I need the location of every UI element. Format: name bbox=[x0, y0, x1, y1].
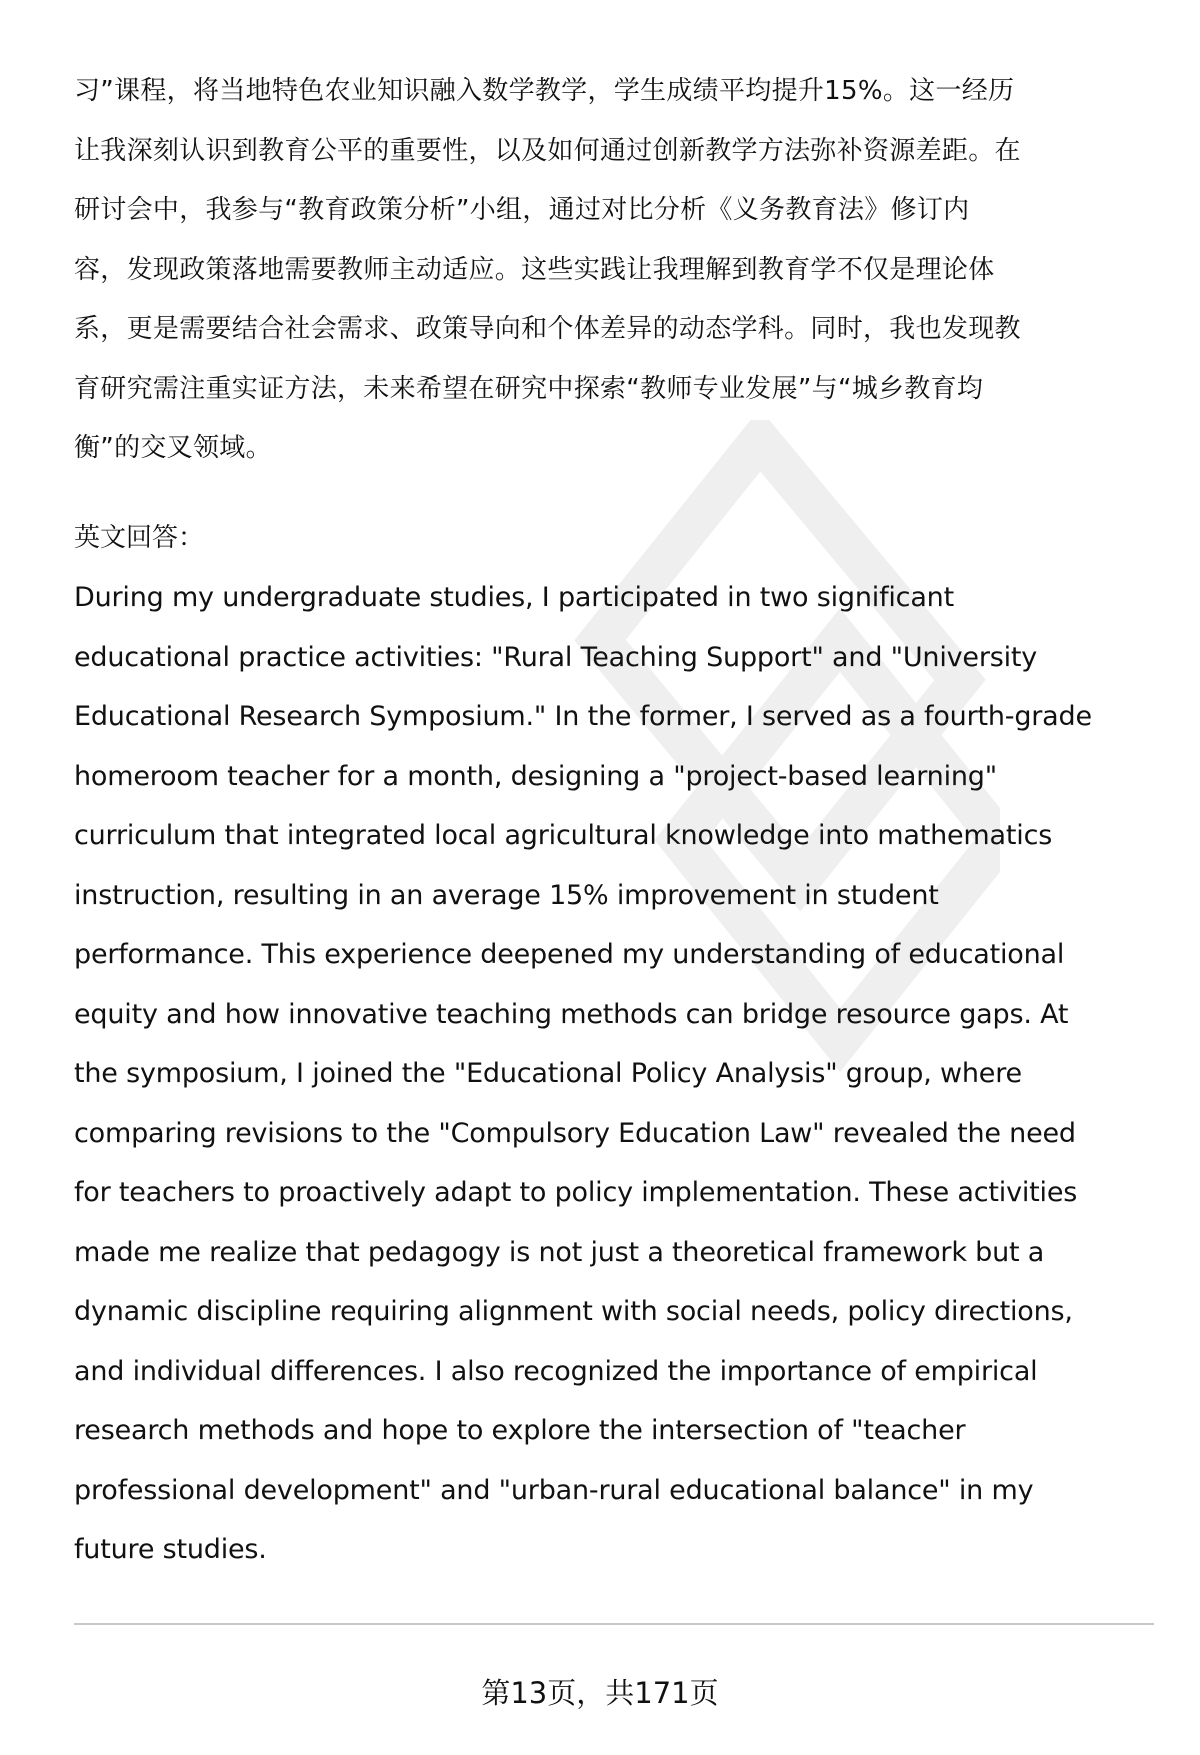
text-line: dynamic discipline requiring alignment with social needs, policy directions, bbox=[74, 1296, 1073, 1327]
text-line: homeroom teacher for a month, designing a "project-based learning" bbox=[74, 760, 997, 792]
footer-divider bbox=[74, 1623, 1154, 1625]
text-line: professional development" and "urban-rural educational balance" in my bbox=[74, 1474, 1034, 1506]
text-line: 研讨会中，我参与“教育政策分析”小组，通过对比分析《义务教育法》修订内 bbox=[74, 195, 970, 225]
text-line: 育研究需注重实证方法，未来希望在研究中探索“教师专业发展”与“城乡教育均 bbox=[74, 373, 984, 404]
text-line: performance. This experience deepened my understanding of educational bbox=[74, 939, 1065, 970]
text-line: 容，发现政策落地需要教师主动适应。这些实践让我理解到教育学不仅是理论体 bbox=[74, 254, 995, 285]
text-line: the symposium, I joined the "Educational Policy Analysis" group, where bbox=[74, 1058, 1022, 1089]
text-line: instruction, resulting in an average 15% improvement in student bbox=[74, 879, 939, 911]
text-line: and individual differences. I also recognized the importance of empirical bbox=[74, 1355, 1038, 1387]
text-line: for teachers to proactively adapt to policy implementation. These activities bbox=[74, 1177, 1078, 1208]
text-line: educational practice activities: "Rural Teaching Support" and "University bbox=[74, 641, 1038, 673]
text-line: research methods and hope to explore the intersection of "teacher bbox=[74, 1415, 966, 1446]
text-line: curriculum that integrated local agricultural knowledge into mathematics bbox=[74, 820, 1053, 851]
document-body bbox=[74, 62, 1154, 1580]
chinese-answer-continued bbox=[74, 62, 1154, 479]
text-line: comparing revisions to the "Compulsory Education Law" revealed the need bbox=[74, 1117, 1076, 1149]
text-line: equity and how innovative teaching methods can bridge resource gaps. At bbox=[74, 998, 1069, 1030]
page-indicator: 第13页，共171页 bbox=[481, 1676, 719, 1710]
text-line: During my undergraduate studies, I participated in two significant bbox=[74, 582, 954, 613]
english-answer bbox=[74, 568, 1154, 1580]
english-answer-label: 英文回答： bbox=[74, 522, 205, 553]
text-line: 衡”的交叉领域。 bbox=[74, 433, 272, 463]
text-line: future studies. bbox=[74, 1534, 267, 1565]
text-line: 让我深刻认识到教育公平的重要性，以及如何通过创新教学方法弥补资源差距。在 bbox=[74, 135, 1021, 166]
text-line: made me realize that pedagogy is not just a theoretical framework but a bbox=[74, 1236, 1045, 1268]
text-line: 系，更是需要结合社会需求、政策导向和个体差异的动态学科。同时，我也发现教 bbox=[74, 314, 1021, 344]
text-line: Educational Research Symposium." In the former, I served as a fourth-grade bbox=[74, 701, 1092, 732]
text-line: 习”课程，将当地特色农业知识融入数学教学，学生成绩平均提升15%。这一经历 bbox=[74, 76, 1015, 106]
